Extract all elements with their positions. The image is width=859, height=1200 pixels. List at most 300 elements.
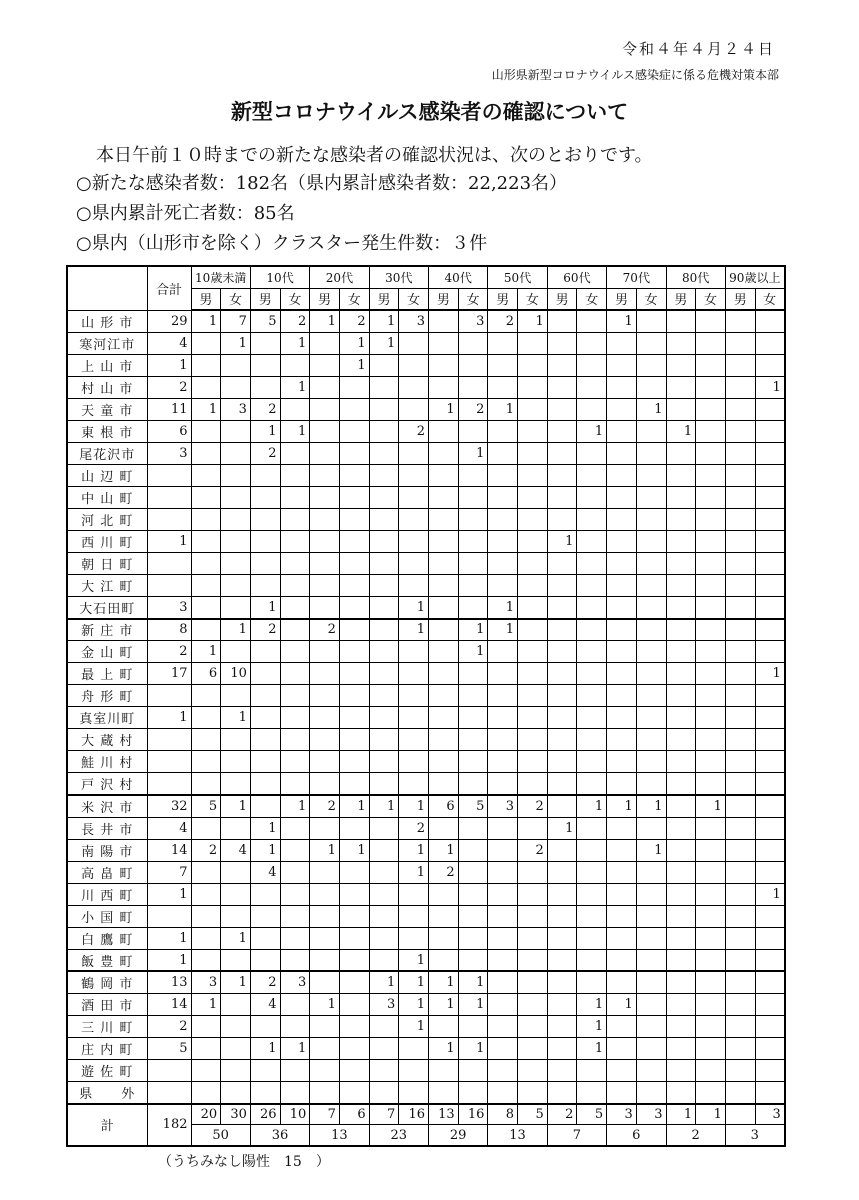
case-count-cell: 2 (250, 442, 280, 464)
case-count-cell (339, 883, 369, 905)
case-count-cell (636, 310, 666, 332)
stat-clusters: ○県内（山形市を除く）クラスター発生件数：３件 (76, 233, 488, 254)
case-count-cell: 3 (280, 971, 310, 993)
case-count-cell (488, 729, 518, 751)
case-count-cell (755, 398, 785, 420)
case-count-cell (666, 729, 696, 751)
case-count-cell (577, 310, 607, 332)
case-count-cell (607, 1060, 637, 1082)
municipality-name: 庄 内 町 (67, 1038, 147, 1060)
municipality-name: 小 国 町 (67, 905, 147, 927)
case-count-cell (725, 1060, 755, 1082)
municipality-name: 鮭 川 村 (67, 751, 147, 773)
case-count-cell (666, 486, 696, 508)
case-count-cell (755, 597, 785, 619)
case-count-cell (339, 707, 369, 729)
case-count-cell (518, 971, 548, 993)
case-count-cell (696, 420, 726, 442)
case-count-cell: 1 (369, 332, 399, 354)
case-count-cell: 1 (339, 332, 369, 354)
case-count-cell (636, 1082, 666, 1104)
case-count-cell (458, 530, 488, 552)
deemed-positive-note: （うちみなし陽性 15 ） (158, 1154, 330, 1170)
case-count-cell (369, 508, 399, 530)
table-row (67, 354, 785, 376)
case-count-cell (577, 332, 607, 354)
case-count-cell: 1 (250, 420, 280, 442)
case-count-cell (547, 420, 577, 442)
case-count-cell (696, 508, 726, 530)
municipality-name: 戸 沢 村 (67, 773, 147, 795)
municipality-name: 新 庄 市 (67, 619, 147, 641)
case-count-cell (221, 641, 251, 663)
total-by-age-group: 3 (725, 1125, 784, 1146)
case-count-cell: 1 (280, 420, 310, 442)
header-sex-female: 女 (696, 288, 726, 310)
case-count-cell (577, 508, 607, 530)
case-count-cell (547, 1060, 577, 1082)
case-count-cell (458, 751, 488, 773)
case-count-cell (518, 641, 548, 663)
case-count-cell (725, 553, 755, 575)
case-count-cell (191, 619, 221, 641)
stat-new-cases: ○新たな感染者数：182名（県内累計感染者数：22,223名） (76, 173, 568, 194)
case-count-cell (666, 883, 696, 905)
case-count-cell (310, 1016, 340, 1038)
case-count-cell (607, 398, 637, 420)
row-total: 32 (147, 795, 191, 817)
case-count-cell (607, 971, 637, 993)
case-count-cell (666, 354, 696, 376)
case-count-cell (547, 1082, 577, 1104)
case-count-cell (518, 420, 548, 442)
case-count-cell (636, 729, 666, 751)
row-total (147, 486, 191, 508)
total-by-sex: 5 (577, 1104, 607, 1125)
case-count-cell (725, 927, 755, 949)
case-count-cell (607, 354, 637, 376)
case-count-cell (458, 905, 488, 927)
case-count-cell (696, 971, 726, 993)
case-count-cell (488, 949, 518, 971)
case-count-cell (339, 729, 369, 751)
case-count-cell (488, 332, 518, 354)
case-count-cell (666, 575, 696, 597)
case-count-cell (488, 376, 518, 398)
municipality-name: 大 蔵 村 (67, 729, 147, 751)
case-count-cell (577, 883, 607, 905)
case-count-cell: 1 (755, 663, 785, 685)
case-count-cell: 3 (488, 795, 518, 817)
row-total: 2 (147, 376, 191, 398)
case-count-cell (429, 420, 459, 442)
case-count-cell: 1 (429, 398, 459, 420)
case-count-cell (191, 597, 221, 619)
case-count-cell (458, 729, 488, 751)
case-count-cell (221, 530, 251, 552)
case-count-cell (547, 993, 577, 1015)
case-count-cell (191, 927, 221, 949)
table-row (67, 420, 785, 442)
municipality-name: 朝 日 町 (67, 553, 147, 575)
row-total: 2 (147, 641, 191, 663)
case-count-cell: 1 (547, 817, 577, 839)
case-count-cell (280, 927, 310, 949)
case-count-cell (280, 1082, 310, 1104)
row-total: 14 (147, 839, 191, 861)
row-total (147, 464, 191, 486)
case-count-cell: 1 (310, 993, 340, 1015)
case-count-cell (369, 597, 399, 619)
header-age-group: 50代 (488, 266, 547, 288)
total-by-sex: 2 (547, 1104, 577, 1125)
case-count-cell (577, 464, 607, 486)
case-count-cell (696, 751, 726, 773)
total-by-sex: 6 (339, 1104, 369, 1125)
case-count-cell (191, 751, 221, 773)
case-count-cell (755, 420, 785, 442)
case-count-cell (191, 376, 221, 398)
case-count-cell: 1 (755, 376, 785, 398)
case-count-cell (755, 1082, 785, 1104)
case-count-cell (429, 553, 459, 575)
case-count-cell (429, 530, 459, 552)
case-count-cell: 2 (458, 398, 488, 420)
case-count-cell (666, 905, 696, 927)
case-count-cell (191, 949, 221, 971)
table-row (67, 1082, 785, 1104)
case-count-cell (547, 839, 577, 861)
case-count-cell (221, 575, 251, 597)
case-count-cell (518, 530, 548, 552)
case-count-cell: 1 (399, 1016, 429, 1038)
case-count-cell (488, 839, 518, 861)
table-row (67, 795, 785, 817)
case-count-cell (191, 1060, 221, 1082)
table-row (67, 1016, 785, 1038)
row-total: 5 (147, 1038, 191, 1060)
case-count-cell (518, 905, 548, 927)
case-count-cell (725, 817, 755, 839)
case-count-cell (221, 376, 251, 398)
case-count-cell (547, 707, 577, 729)
municipality-name: 長 井 市 (67, 817, 147, 839)
case-count-cell: 5 (250, 310, 280, 332)
case-count-cell (221, 729, 251, 751)
case-count-cell: 1 (429, 839, 459, 861)
case-count-cell (458, 508, 488, 530)
case-count-cell: 1 (221, 971, 251, 993)
case-count-cell: 2 (488, 310, 518, 332)
case-count-cell (399, 398, 429, 420)
case-count-cell (607, 376, 637, 398)
case-count-cell (607, 442, 637, 464)
row-total: 1 (147, 354, 191, 376)
case-count-cell (369, 927, 399, 949)
case-count-cell (280, 839, 310, 861)
case-count-cell: 1 (458, 993, 488, 1015)
row-total (147, 1082, 191, 1104)
case-count-cell (577, 773, 607, 795)
case-count-cell (429, 486, 459, 508)
case-count-cell (191, 332, 221, 354)
case-count-cell (488, 464, 518, 486)
case-count-cell (755, 729, 785, 751)
case-count-cell (399, 354, 429, 376)
municipality-name: 山 形 市 (67, 310, 147, 332)
total-by-age-group: 6 (607, 1125, 666, 1146)
case-count-cell (636, 354, 666, 376)
case-count-cell (191, 530, 221, 552)
case-count-cell (547, 597, 577, 619)
case-count-cell (280, 619, 310, 641)
total-by-sex: 3 (755, 1104, 785, 1125)
case-count-cell (310, 1082, 340, 1104)
total-by-sex: 1 (696, 1104, 726, 1125)
case-count-cell (518, 883, 548, 905)
case-count-cell (369, 883, 399, 905)
case-count-cell (725, 993, 755, 1015)
case-count-cell: 10 (221, 663, 251, 685)
case-count-cell (399, 486, 429, 508)
case-count-cell (755, 332, 785, 354)
case-count-cell (636, 575, 666, 597)
case-count-cell: 1 (607, 795, 637, 817)
case-count-cell (310, 442, 340, 464)
case-count-cell (250, 354, 280, 376)
case-count-cell (518, 927, 548, 949)
case-count-cell (636, 1016, 666, 1038)
total-by-sex (725, 1104, 755, 1125)
case-count-cell (429, 949, 459, 971)
case-count-cell (221, 1082, 251, 1104)
case-count-cell (369, 817, 399, 839)
case-count-cell (547, 795, 577, 817)
table-row (67, 685, 785, 707)
case-count-cell (458, 420, 488, 442)
case-count-cell (339, 773, 369, 795)
case-count-cell (577, 927, 607, 949)
case-count-cell: 1 (310, 310, 340, 332)
row-total: 4 (147, 332, 191, 354)
case-count-cell (429, 773, 459, 795)
case-count-cell (399, 553, 429, 575)
case-count-cell (221, 993, 251, 1015)
case-count-cell (339, 817, 369, 839)
case-count-cell (369, 1060, 399, 1082)
case-count-cell (429, 310, 459, 332)
case-count-cell (547, 332, 577, 354)
header-sex-male: 男 (725, 288, 755, 310)
table-row (67, 1038, 785, 1060)
case-count-cell (429, 442, 459, 464)
stat-deaths: ○県内累計死亡者数：85名 (76, 203, 295, 224)
case-count-cell (191, 354, 221, 376)
case-count-cell (725, 486, 755, 508)
case-count-cell (636, 486, 666, 508)
case-count-cell (250, 376, 280, 398)
municipality-name: 最 上 町 (67, 663, 147, 685)
total-by-sex: 7 (310, 1104, 340, 1125)
case-count-cell (191, 707, 221, 729)
case-count-cell (221, 597, 251, 619)
case-count-cell (250, 663, 280, 685)
total-by-sex: 30 (221, 1104, 251, 1125)
case-count-cell (607, 1082, 637, 1104)
case-count-cell (488, 1038, 518, 1060)
case-count-cell (280, 597, 310, 619)
case-count-cell: 1 (399, 619, 429, 641)
case-count-cell (488, 817, 518, 839)
case-count-cell (399, 685, 429, 707)
case-count-cell (369, 398, 399, 420)
case-count-cell (191, 729, 221, 751)
case-count-cell (725, 597, 755, 619)
case-count-cell (666, 597, 696, 619)
case-count-cell (399, 883, 429, 905)
header-age-group: 10歳未満 (191, 266, 250, 288)
case-count-cell (577, 553, 607, 575)
case-count-cell: 1 (250, 597, 280, 619)
case-count-cell (696, 883, 726, 905)
case-count-cell (636, 971, 666, 993)
case-count-cell (458, 883, 488, 905)
case-count-cell (458, 486, 488, 508)
case-count-cell (696, 332, 726, 354)
case-count-cell (339, 1038, 369, 1060)
case-count-cell (666, 795, 696, 817)
case-count-cell: 1 (458, 641, 488, 663)
case-count-cell (696, 817, 726, 839)
case-count-cell (696, 575, 726, 597)
case-count-cell (369, 619, 399, 641)
case-count-cell (310, 354, 340, 376)
case-count-cell (488, 575, 518, 597)
case-count-cell: 2 (280, 310, 310, 332)
case-count-cell: 1 (458, 1038, 488, 1060)
case-count-cell: 1 (399, 795, 429, 817)
case-count-cell (755, 817, 785, 839)
case-count-cell (725, 619, 755, 641)
case-count-cell (725, 530, 755, 552)
case-count-cell (488, 530, 518, 552)
municipality-name: 川 西 町 (67, 883, 147, 905)
table-row (67, 310, 785, 332)
case-count-cell (221, 685, 251, 707)
case-count-cell (607, 641, 637, 663)
totals-row (67, 1104, 785, 1125)
case-count-cell (725, 971, 755, 993)
case-count-cell (488, 553, 518, 575)
case-count-cell (488, 508, 518, 530)
case-count-cell (518, 993, 548, 1015)
case-count-cell (577, 398, 607, 420)
case-count-cell (369, 685, 399, 707)
case-count-cell: 1 (547, 530, 577, 552)
row-total (147, 553, 191, 575)
case-count-cell (547, 685, 577, 707)
case-count-cell (696, 310, 726, 332)
case-count-cell: 6 (429, 795, 459, 817)
case-count-cell (221, 354, 251, 376)
row-total (147, 729, 191, 751)
case-count-cell: 1 (399, 839, 429, 861)
case-count-cell: 1 (221, 619, 251, 641)
case-count-cell (755, 619, 785, 641)
header-sex-male: 男 (547, 288, 577, 310)
case-count-cell (488, 707, 518, 729)
municipality-name: 白 鷹 町 (67, 927, 147, 949)
issuing-organization: 山形県新型コロナウイルス感染症に係る危機対策本部 (491, 68, 779, 82)
case-count-cell (221, 751, 251, 773)
case-count-cell (399, 663, 429, 685)
municipality-name: 米 沢 市 (67, 795, 147, 817)
total-by-sex: 16 (458, 1104, 488, 1125)
total-by-age-group: 36 (250, 1125, 309, 1146)
case-count-cell (369, 354, 399, 376)
case-count-cell (221, 1060, 251, 1082)
case-count-cell (577, 354, 607, 376)
case-count-cell (310, 883, 340, 905)
case-count-cell (666, 927, 696, 949)
table-row (67, 619, 785, 641)
case-count-cell (755, 839, 785, 861)
table-row (67, 508, 785, 530)
case-count-cell (458, 575, 488, 597)
case-count-cell (547, 663, 577, 685)
case-count-cell (458, 927, 488, 949)
case-count-cell (369, 949, 399, 971)
case-count-cell (547, 575, 577, 597)
case-count-cell (399, 773, 429, 795)
case-count-cell (369, 464, 399, 486)
case-count-cell (339, 993, 369, 1015)
case-count-cell (607, 530, 637, 552)
case-count-cell (488, 861, 518, 883)
case-count-cell (577, 685, 607, 707)
header-sex-male: 男 (369, 288, 399, 310)
case-count-cell (577, 905, 607, 927)
case-count-cell (458, 354, 488, 376)
case-count-cell (607, 861, 637, 883)
total-by-age-group: 7 (547, 1125, 606, 1146)
case-count-cell (399, 332, 429, 354)
case-count-cell (488, 442, 518, 464)
case-count-cell (429, 685, 459, 707)
page-title: 新型コロナウイルス感染者の確認について (230, 100, 629, 124)
case-count-cell (280, 949, 310, 971)
case-count-cell (310, 1038, 340, 1060)
case-count-cell (666, 508, 696, 530)
case-count-cell (636, 619, 666, 641)
case-count-cell (458, 817, 488, 839)
case-count-cell: 1 (280, 795, 310, 817)
case-count-cell (399, 508, 429, 530)
case-count-cell (518, 729, 548, 751)
case-count-cell: 2 (339, 310, 369, 332)
case-count-cell (725, 663, 755, 685)
table-row (67, 398, 785, 420)
case-count-cell (607, 883, 637, 905)
case-count-cell (429, 376, 459, 398)
case-count-cell (488, 354, 518, 376)
case-count-cell (221, 949, 251, 971)
case-count-cell (339, 641, 369, 663)
case-count-cell (547, 773, 577, 795)
case-count-cell: 1 (458, 971, 488, 993)
case-count-cell (310, 685, 340, 707)
case-count-cell (725, 729, 755, 751)
